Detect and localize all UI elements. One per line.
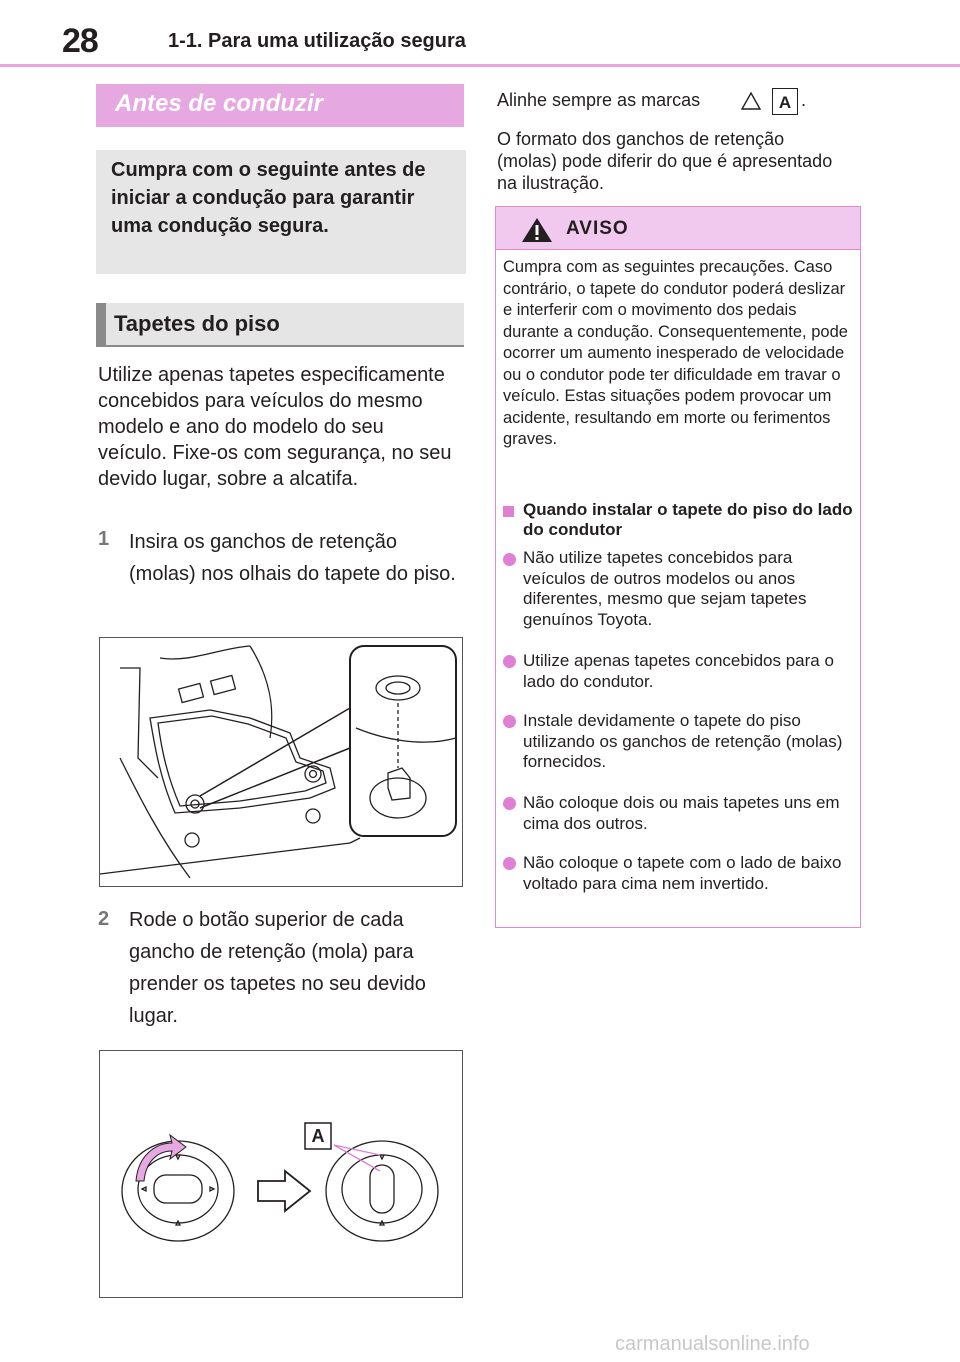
align-period: . <box>801 90 807 110</box>
warning-subtitle: Quando instalar o tapete do piso do lado do condutor <box>523 500 853 539</box>
warning-bullet: Não utilize tapetes concebidos para veículos de outros modelos ou anos diferentes, mesmo que sejam tapetes genuínos Toyota. <box>523 548 807 629</box>
subsection-bar <box>96 303 106 347</box>
align-marks-text: Alinhe sempre as marcas <box>497 90 701 110</box>
warning-bullet: Não coloque o tapete com o lado de baixo voltado para cima nem invertido. <box>523 853 842 893</box>
subsection-title: Tapetes do piso <box>114 311 280 336</box>
warning-bullet: Instale devidamente o tapete do piso utilizando os ganchos de retenção (molas) fornecidos. <box>523 711 843 771</box>
bullet-icon <box>503 655 516 668</box>
section-title: Antes de conduzir <box>115 90 324 117</box>
bullet-icon <box>503 857 516 870</box>
floor-mat-paragraph: Utilize apenas tapetes especificamente concebidos para veículos do mesmo modelo e ano do modelo do seu veículo. Fixe-os com segurança, no seu devido lugar, sobre a alcatifa. <box>98 364 452 490</box>
warning-text: Cumpra com as seguintes precauções. Caso contrário, o tapete do condutor poderá deslizar e interferir com o movimento dos pedais durante a condução. Consequentemente, pode ocorrer um aumento inesperado de velocidade ou o condutor pode ter dificuldade em travar o veículo. Estas situações podem provocar um acidente, resultando em morte ou ferimentos graves. <box>503 258 848 448</box>
mark-a-box: A <box>772 88 798 115</box>
step-text: Insira os ganchos de retenção (molas) nos olhais do tapete do piso. <box>129 531 456 585</box>
floor-mat-illustration <box>99 637 463 887</box>
running-head: 1-1. Para uma utilização segura <box>168 30 466 52</box>
warning-bullet: Utilize apenas tapetes concebidos para o lado do condutor. <box>523 651 834 691</box>
figure-label-a: A <box>311 1126 325 1146</box>
shape-difference-text: O formato dos ganchos de retenção (molas) pode diferir do que é apresentado na ilustração. <box>497 129 833 193</box>
square-bullet-icon <box>503 506 514 517</box>
footer-watermark[interactable]: carmanualsonline.info <box>615 1333 810 1355</box>
hook-rotation-drawing <box>100 1051 462 1297</box>
bullet-icon <box>503 553 516 566</box>
page-number: 28 <box>62 22 98 60</box>
warning-title: AVISO <box>566 218 629 239</box>
triangle-mark-icon <box>740 91 762 116</box>
step-number: 2 <box>98 908 110 930</box>
warning-bullet: Não coloque dois ou mais tapetes uns em cima dos outros. <box>523 793 840 833</box>
intro-text: Cumpra com o seguinte antes de iniciar a condução para garantir uma condução segura. <box>111 159 426 237</box>
hook-rotation-illustration <box>99 1050 463 1298</box>
header-rule <box>0 64 960 67</box>
step-text: Rode o botão superior de cada gancho de retenção (mola) para prender os tapetes no seu devido lugar. <box>129 909 426 1027</box>
floor-mat-drawing <box>100 638 462 886</box>
step-number: 1 <box>98 528 110 550</box>
bullet-icon <box>503 715 516 728</box>
bullet-icon <box>503 797 516 810</box>
warning-triangle-icon <box>520 216 554 249</box>
